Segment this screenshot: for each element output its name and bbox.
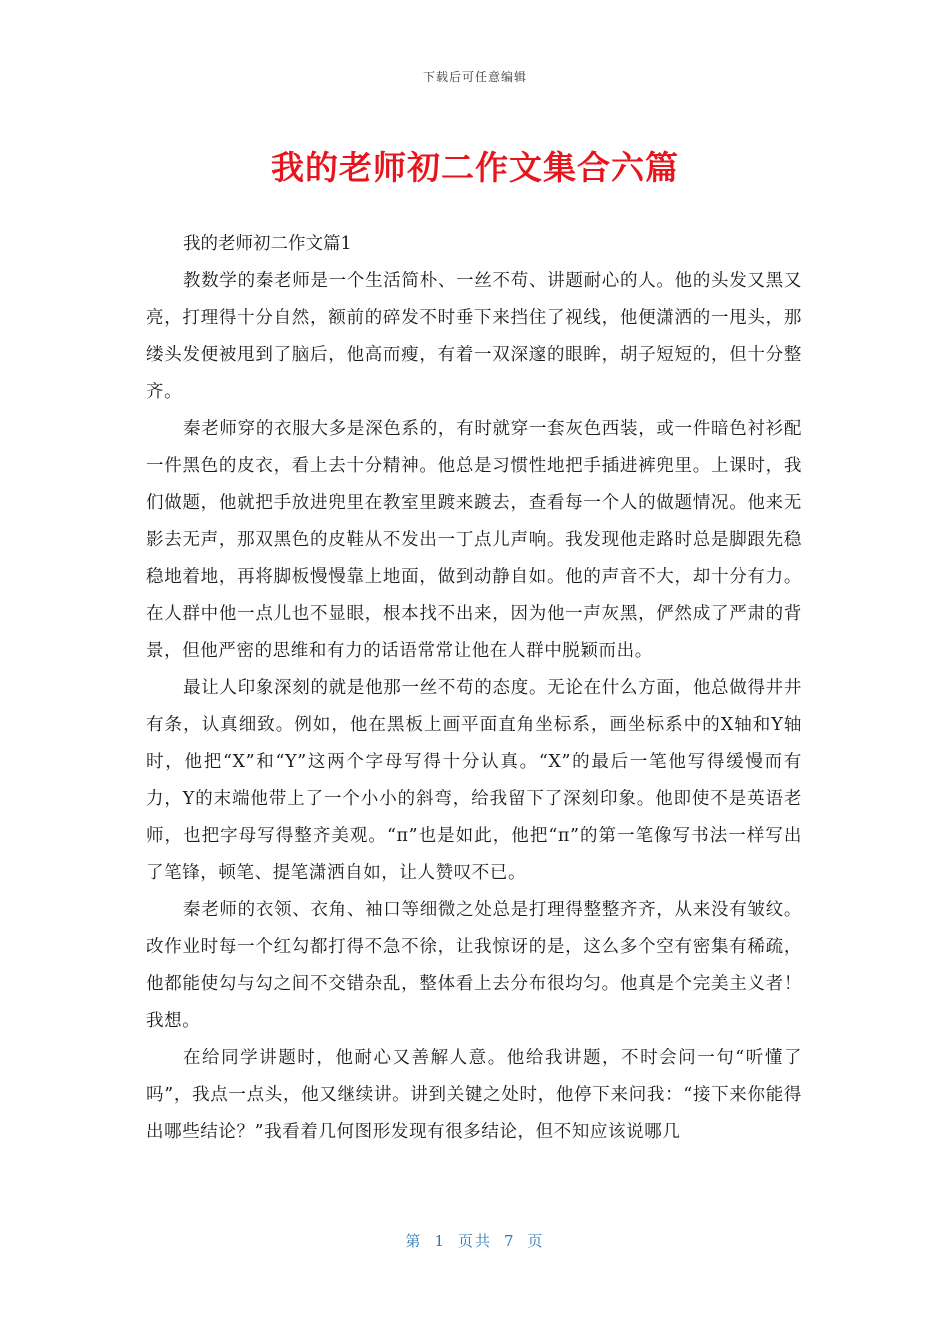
- paragraph-3: 最让人印象深刻的就是他那一丝不苟的态度。无论在什么方面，他总做得井井有条，认真细致。例如，他在黑板上画平面直角坐标系，画坐标系中的X轴和Y轴时，他把“X”和“Y”这两个字母写得十分认真。“X”的最后一笔他写得缓慢而有力，Y的末端他带上了一个小小的斜弯，给我留下了深刻印象。他即使不是英语老师，也把字母写得整齐美观。“π”也是如此，他把“π”的第一笔像写书法一样写出了笔锋，顿笔、提笔潇洒自如，让人赞叹不已。: [146, 678, 802, 883]
- footer-total-pages: 7: [504, 1232, 516, 1250]
- paragraph-2: 秦老师穿的衣服大多是深色系的，有时就穿一套灰色西装，或一件暗色衬衫配一件黑色的皮衣，看上去十分精神。他总是习惯性地把手插进裤兜里。上课时，我们做题，他就把手放进兜里在教室里踱来踱去，查看每一个人的做题情况。他来无影去无声，那双黑色的皮鞋从不发出一丁点儿声响。我发现他走路时总是脚跟先稳稳地着地，再将脚板慢慢靠上地面，做到动静自如。他的声音不大，却十分有力。在人群中他一点儿也不显眼，根本找不出来，因为他一声灰黑，俨然成了严肃的背景，但他严密的思维和有力的话语常常让他在人群中脱颖而出。: [146, 419, 802, 661]
- footer-suffix: 页: [527, 1232, 545, 1250]
- page-footer: [0, 1230, 950, 1251]
- document-title: 我的老师初二作文集合六篇: [271, 148, 679, 187]
- document-body: [146, 226, 802, 1151]
- paragraph-5: 在给同学讲题时，他耐心又善解人意。他给我讲题，不时会问一句“听懂了吗”，我点一点头，他又继续讲。讲到关键之处时，他停下来问我：“接下来你能得出哪些结论？”我看着几何图形发现有很多结论，但不知应该说哪几: [146, 1048, 802, 1142]
- footer-page-number: 1: [434, 1232, 446, 1250]
- essay-subtitle: 我的老师初二作文篇1: [183, 234, 352, 254]
- paragraph-1: 教数学的秦老师是一个生活简朴、一丝不苟、讲题耐心的人。他的头发又黑又亮，打理得十分自然，额前的碎发不时垂下来挡住了视线，他便潇洒的一甩头，那缕头发便被甩到了脑后，他高而瘦，有着一双深邃的眼眸，胡子短短的，但十分整齐。: [146, 271, 802, 402]
- footer-prefix: 第: [405, 1232, 423, 1250]
- footer-middle: 页共: [457, 1232, 492, 1250]
- paragraph-4: 秦老师的衣领、衣角、袖口等细微之处总是打理得整整齐齐，从来没有皱纹。改作业时每一个红勾都打得不急不徐，让我惊讶的是，这么多个空有密集有稀疏，他都能使勾与勾之间不交错杂乱，整体看上去分布很均匀。他真是个完美主义者！我想。: [146, 900, 802, 1031]
- page-header-note: 下载后可任意编辑: [422, 70, 527, 84]
